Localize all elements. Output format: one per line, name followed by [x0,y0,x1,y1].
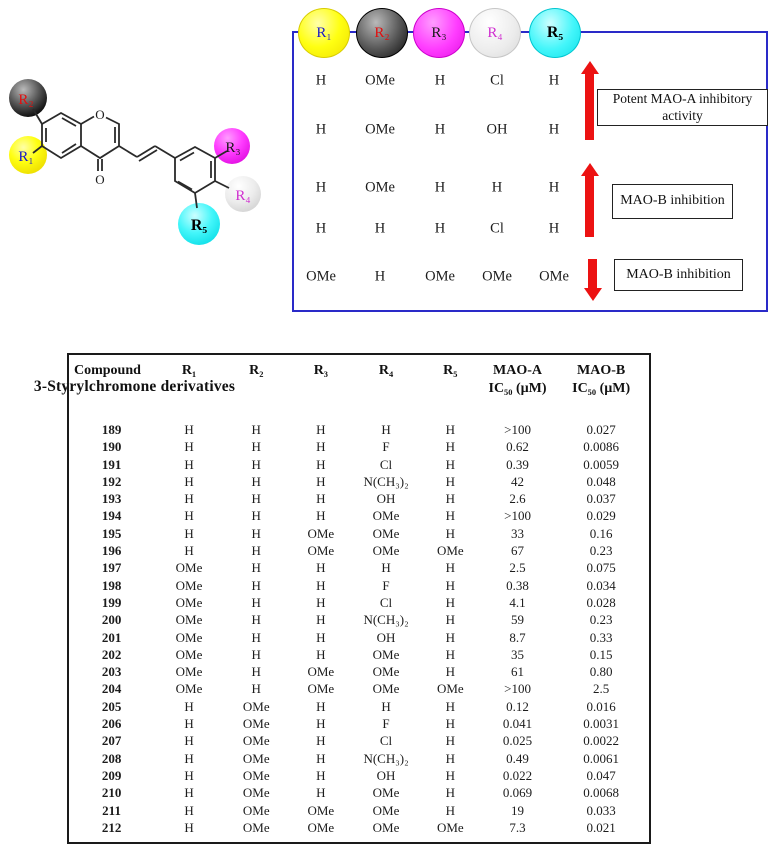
mao-a-ic50-value: 2.6 [509,491,526,507]
compound-number: 195 [101,525,122,541]
compound-number: 192 [101,473,122,489]
sar-cell: H [548,179,560,196]
r5-value: H [445,577,456,593]
r2-value: OMe [242,733,270,749]
r5-value: H [445,473,456,489]
r3-value: H [316,785,326,801]
r4-value: N(CH₃)₂ [363,473,409,489]
mao-a-ic50-value: 67 [511,543,525,559]
mao-b-ic50-value: 0.029 [586,508,616,524]
table-row [68,715,650,732]
bond-skeleton [33,109,229,208]
mao-b-down-arrow-shaft [588,259,597,288]
sar-cell: OMe [425,268,455,285]
r3-value: H [316,716,326,732]
r1-value: OMe [175,612,203,628]
mao-b-ic50-value: 0.037 [586,491,616,507]
mao-b-ic50-value: 0.16 [589,525,613,541]
r3-ellipse [413,8,465,58]
compound-number: 206 [101,716,122,732]
mao-a-ic50-value: 0.12 [506,698,529,714]
sar-cell: H [374,220,386,237]
r1-value: OMe [175,560,203,576]
header-mao-a [482,354,554,412]
annotation-mao-b-2: MAO-B inhibition [614,259,743,291]
r3-value: H [316,508,326,524]
mao-a-ic50-value: 8.7 [509,629,526,645]
compound-number: 204 [101,681,122,697]
mao-a-ic50-value: >100 [504,422,531,437]
sar-cell: H [374,268,386,285]
r1-ellipse-label: R₁ [316,24,332,41]
r5-value: H [445,422,456,437]
r4-value: OMe [372,802,400,818]
mao-b-ic50-value: 0.0059 [583,456,620,472]
sar-cell: H [491,179,503,196]
mao-a-ic50-value: 35 [511,646,525,662]
r5-ellipse [529,8,581,58]
r1-ellipse [298,8,350,58]
r2-value: H [251,543,261,559]
r1-value: H [184,473,194,489]
r1-value: H [184,819,194,835]
r2-value: H [251,629,261,645]
r3-value: OMe [307,543,335,559]
r5-value: H [445,594,456,610]
r1-value: OMe [175,629,203,645]
header-r4: R₄ [378,363,394,378]
structure-caption: 3-Styrylchromone derivatives [33,378,236,395]
r1-value: H [184,439,194,455]
r2-value: H [251,577,261,593]
r5-value: H [445,629,456,645]
r5-value: H [445,664,456,680]
sar-cell: H [434,179,446,196]
r2-value: H [251,491,261,507]
compound-table [67,353,651,844]
r3-value: H [316,422,326,437]
header-r3: R₃ [313,363,328,378]
r3-value: H [316,577,326,593]
mao-b-arrow-up-icon [581,163,599,176]
r1-value: H [184,422,194,437]
sar-cell: H [434,121,446,138]
table-row [68,750,650,767]
compound-number: 203 [101,664,122,680]
r4-value: N(CH₃)₂ [363,612,409,628]
r3-value: OMe [307,525,335,541]
header-r1: R₁ [181,363,197,378]
mao-a-ic50-value: >100 [504,681,531,697]
mao-a-ic50-value: 59 [511,612,525,628]
r1-value: H [184,802,194,818]
mao-b-ic50-value: 0.034 [586,577,616,593]
r2-value: OMe [242,785,270,801]
r3-value: H [316,767,326,783]
r4-label: R₄ [235,188,251,204]
mao-b-ic50-value: 0.15 [589,646,613,662]
r3-value: OMe [307,819,335,835]
table-row [68,611,650,628]
r1-value: OMe [175,664,203,680]
r2-value: OMe [242,716,270,732]
table-row [68,507,650,524]
mao-b-ic50-value: 0.0086 [583,439,620,455]
mao-b-ic50-value: 0.33 [589,629,613,645]
r4-value: OMe [372,646,400,662]
r4-value: Cl [379,733,393,749]
r1-value: OMe [175,577,203,593]
mao-b-ic50-value: 0.033 [586,802,616,818]
r2-value: OMe [242,750,270,766]
mao-a-ic50-value: 2.5 [509,560,526,576]
r3-value: H [316,733,326,749]
table-row [68,490,650,507]
r3-value: H [316,560,326,576]
compound-number: 194 [101,508,122,524]
r5-value: H [445,439,456,455]
annotation-line1: Potent MAO-A inhibitory [612,91,753,106]
sar-cell: H [548,72,560,89]
r4-value: H [381,422,391,437]
table-row [68,594,650,611]
r2-value: H [251,681,261,697]
mao-b-ic50-value: 0.027 [586,422,616,437]
r4-ellipse [469,8,521,58]
r5-value: H [445,646,456,662]
r4-value: OMe [372,525,400,541]
r4-value: F [382,716,390,732]
r4-value: OMe [372,681,400,697]
r4-value: OH [376,767,396,783]
sar-cell: OH [486,121,508,138]
table-row [68,663,650,680]
table-row [68,412,650,438]
compound-number: 201 [101,629,122,645]
sar-cell: H [434,220,446,237]
sar-cell: OMe [539,268,569,285]
table-row [68,698,650,715]
r4-value: H [381,560,391,576]
r2-value: H [251,560,261,576]
table-row [68,732,650,749]
compound-number: 196 [101,543,122,559]
r3-label: R₃ [225,140,241,156]
r4-value: N(CH₃)₂ [363,750,409,766]
r2-label: R₂ [18,92,34,108]
mao-b-ic50-value: 0.0031 [583,716,620,732]
mao-a-ic50-value: 33 [511,525,525,541]
styrylchromone-structure-drawing [2,62,292,277]
r5-value: H [445,456,456,472]
sar-cell: H [548,220,560,237]
r4-value: Cl [379,456,393,472]
r2-value: OMe [242,767,270,783]
mao-a-ic50-value: 0.38 [506,577,529,593]
ketone-oxygen-label: O [95,172,105,187]
r5-value: H [445,560,456,576]
r5-value: OMe [436,681,464,697]
sar-cell: H [315,72,327,89]
sar-cell: OMe [365,72,395,89]
mao-b-ic50-value: 2.5 [593,681,610,697]
r5-value: OMe [436,543,464,559]
r5-value: H [445,612,456,628]
r3-ellipse-label: R₃ [431,24,447,41]
mao-b-ic50-value: 0.0022 [583,733,620,749]
r1-label: R₁ [18,149,34,165]
sar-cell: OMe [306,268,336,285]
sar-cell: H [315,179,327,196]
compound-number: 208 [101,750,122,766]
r5-value: H [445,491,456,507]
mao-b-ic50-value: 0.0061 [583,750,620,766]
r3-value: H [316,646,326,662]
compound-number: 209 [101,767,122,783]
table-row [68,802,650,819]
compound-number: 190 [101,439,122,455]
r2-value: H [251,594,261,610]
sar-summary-panel [292,24,768,312]
mao-b-arrow-down-icon [584,288,602,301]
compound-number: 198 [101,577,122,593]
header-r2: R₂ [249,363,264,378]
r5-value: H [445,785,456,801]
r4-ellipse-label: R₄ [487,24,503,41]
compound-number: 191 [101,456,122,472]
table-row [68,784,650,801]
mao-b-arrow-shaft [585,175,594,237]
r1-value: OMe [175,681,203,697]
sar-cell: H [434,72,446,89]
table-row [68,577,650,594]
sar-cell: OMe [365,121,395,138]
r3-value: H [316,439,326,455]
compound-number: 202 [101,646,122,662]
r3-value: H [316,594,326,610]
r3-value: OMe [307,802,335,818]
r1-value: OMe [175,646,203,662]
r1-value: H [184,716,194,732]
mao-a-ic50-value: 7.3 [509,819,526,835]
header-mao-b-line2: IC₅₀ (µM) [572,381,631,396]
sar-cell: H [315,220,327,237]
r5-value: H [445,802,456,818]
r2-value: H [251,473,261,489]
r2-value: OMe [242,802,270,818]
r5-value: OMe [436,819,464,835]
header-mao-a-line2: IC₅₀ (µM) [488,381,547,396]
compound-number: 210 [101,785,122,801]
mao-a-ic50-value: 0.025 [502,733,533,749]
compound-number: 205 [101,698,122,714]
annotation-potent-mao-a [597,89,768,126]
compound-number: 197 [101,560,122,576]
mao-b-ic50-value: 0.047 [586,767,616,783]
r4-value: OMe [372,543,400,559]
mao-b-ic50-value: 0.075 [586,560,616,576]
sar-cell: Cl [490,220,504,237]
r4-value: F [382,439,390,455]
table-row [68,456,650,473]
r3-value: H [316,750,326,766]
mao-a-ic50-value: 19 [511,802,525,818]
table-row [68,542,650,559]
mao-a-ic50-value: 0.069 [502,785,533,801]
sar-cell: OMe [365,179,395,196]
r1-value: H [184,456,194,472]
r4-value: OMe [372,785,400,801]
table-row [68,819,650,843]
table-row [68,646,650,663]
r2-ellipse-label: R₂ [374,24,390,41]
r5-ellipse-label: R₅ [546,24,564,41]
r3-value: H [316,491,326,507]
r3-value: H [316,698,326,714]
mao-a-ic50-value: 0.62 [506,439,529,455]
r2-value: H [251,456,261,472]
header-mao-a-line1: MAO-A [493,363,543,378]
r3-value: OMe [307,681,335,697]
r2-value: H [251,422,261,437]
table-row [68,680,650,697]
r3-value: OMe [307,664,335,680]
mao-a-ic50-value: 61 [511,664,525,680]
r4-value: OMe [372,664,400,680]
compound-number: 212 [101,819,122,835]
table-row [68,559,650,576]
r3-value: H [316,612,326,628]
compound-number: 189 [101,422,122,437]
mao-b-ic50-value: 0.0068 [583,785,620,801]
r1-value: OMe [175,594,203,610]
r1-value: H [184,733,194,749]
mao-a-ic50-value: 0.022 [502,767,533,783]
r4-value: OMe [372,508,400,524]
compound-number: 211 [102,802,121,818]
r1-value: H [184,525,194,541]
r5-value: H [445,525,456,541]
mao-a-ic50-value: 4.1 [509,594,526,610]
table-row [68,525,650,542]
r1-value: H [184,508,194,524]
mao-a-ic50-value: 0.041 [502,716,533,732]
r1-value: H [184,698,194,714]
r4-value: F [382,577,390,593]
r5-value: H [445,698,456,714]
r1-value: H [184,543,194,559]
r2-value: H [251,664,261,680]
r2-value: H [251,612,261,628]
r5-value: H [445,733,456,749]
table-row [68,438,650,455]
r5-label: R₅ [190,217,208,234]
r5-value: H [445,750,456,766]
r2-value: H [251,646,261,662]
table-row [68,629,650,646]
r1-value: H [184,750,194,766]
sar-cell: OMe [482,268,512,285]
r3-value: H [316,456,326,472]
compound-number: 193 [101,491,122,507]
mao-b-ic50-value: 0.021 [586,819,616,835]
mao-a-ic50-value: >100 [504,508,531,524]
compound-number: 200 [101,612,122,628]
r5-value: H [445,508,456,524]
header-mao-b-line1: MAO-B [577,363,626,378]
r2-value: OMe [242,819,270,835]
r3-value: H [316,473,326,489]
r4-value: Cl [379,594,393,610]
annotation-mao-b-1: MAO-B inhibition [612,184,733,219]
mao-b-ic50-value: 0.80 [589,664,613,680]
header-mao-b [553,354,650,412]
mao-a-arrow-shaft [585,73,594,140]
r4-value: OMe [372,819,400,835]
r2-value: H [251,525,261,541]
mao-b-ic50-value: 0.23 [589,612,613,628]
mao-a-ic50-value: 0.39 [506,456,529,472]
r4-value: OH [376,491,396,507]
r2-ellipse [356,8,408,58]
sar-cell: H [548,121,560,138]
mao-b-ic50-value: 0.028 [586,594,616,610]
compound-number: 207 [101,733,122,749]
table-row [68,767,650,784]
r2-value: OMe [242,698,270,714]
table-header-row [68,354,650,412]
sar-cell: Cl [490,72,504,89]
r1-value: H [184,767,194,783]
r4-value: OH [376,629,396,645]
mao-b-ic50-value: 0.048 [586,473,616,489]
ring-oxygen-label: O [95,107,105,122]
compound-number: 199 [101,594,122,610]
r1-value: H [184,491,194,507]
r5-value: H [445,716,456,732]
r5-value: H [445,767,456,783]
r2-value: H [251,508,261,524]
r2-value: H [251,439,261,455]
r3-value: H [316,629,326,645]
r1-value: H [184,785,194,801]
mao-b-ic50-value: 0.23 [589,543,613,559]
r4-value: H [381,698,391,714]
mao-a-arrow-up-icon [581,61,599,74]
sar-cell: H [315,121,327,138]
table-row [68,473,650,490]
header-r5: R₅ [443,363,458,378]
mao-a-ic50-value: 0.49 [506,750,529,766]
header-compound: Compound [74,363,141,378]
mao-b-ic50-value: 0.016 [586,698,616,714]
mao-a-ic50-value: 42 [511,473,525,489]
annotation-line2: activity [662,107,703,123]
